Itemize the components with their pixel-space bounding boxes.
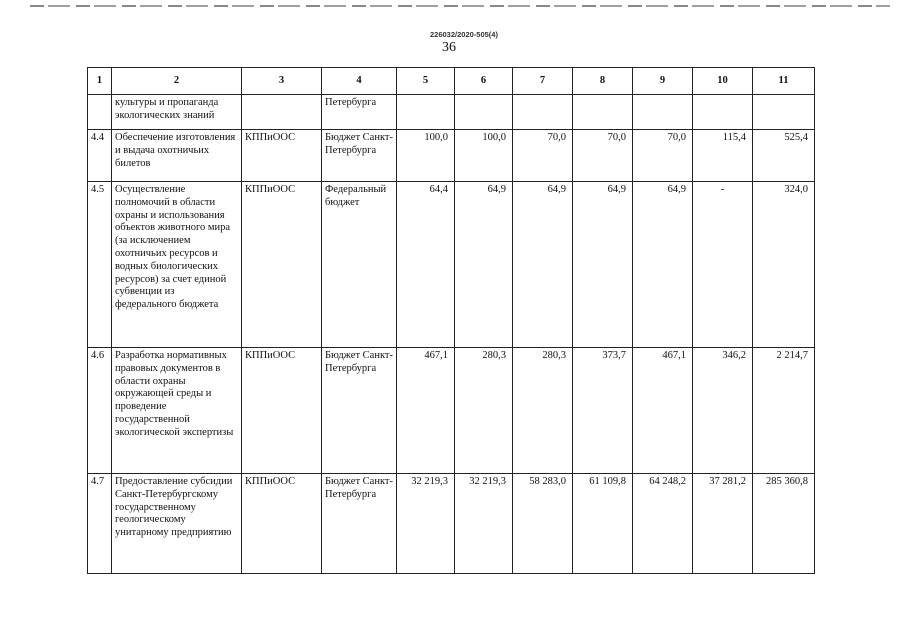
funding-source: Бюджет Санкт-Петербурга	[322, 348, 397, 474]
value-cell: 37 281,2	[693, 474, 753, 574]
column-header: 6	[455, 68, 513, 95]
value-cell: 32 219,3	[455, 474, 513, 574]
funding-source: Федеральный бюджет	[322, 182, 397, 348]
budget-table	[87, 67, 815, 574]
value-cell: 70,0	[573, 130, 633, 182]
value-cell: 32 219,3	[397, 474, 455, 574]
column-header: 10	[693, 68, 753, 95]
column-header: 5	[397, 68, 455, 95]
column-header: 4	[322, 68, 397, 95]
value-cell: 100,0	[397, 130, 455, 182]
scan-top-edge	[30, 5, 890, 7]
table-row	[88, 130, 815, 182]
row-number	[88, 95, 112, 130]
table-row	[88, 474, 815, 574]
value-cell: 373,7	[573, 348, 633, 474]
value-cell	[397, 95, 455, 130]
value-cell: 64,9	[573, 182, 633, 348]
total-cell	[753, 95, 815, 130]
total-cell: 285 360,8	[753, 474, 815, 574]
table-row	[88, 182, 815, 348]
value-cell: 64,9	[455, 182, 513, 348]
value-cell: 346,2	[693, 348, 753, 474]
value-cell: 64 248,2	[633, 474, 693, 574]
value-cell: 70,0	[633, 130, 693, 182]
row-number: 4.4	[88, 130, 112, 182]
value-cell: 100,0	[455, 130, 513, 182]
value-cell: 115,4	[693, 130, 753, 182]
value-cell: 467,1	[397, 348, 455, 474]
value-cell: -	[693, 182, 753, 348]
executor	[242, 95, 322, 130]
executor: КППиООС	[242, 130, 322, 182]
measure-name: Предоставление субсидии Санкт-Петербургскому государственному геологическому унитарному предприятию	[112, 474, 242, 574]
value-cell: 280,3	[513, 348, 573, 474]
measure-name: Осуществление полномочий в области охраны и использования объектов животного мира (за исключением охотничьих ресурсов и водных биологических ресурсов) за счет единой субвенции из федерального бюджета	[112, 182, 242, 348]
value-cell	[633, 95, 693, 130]
table-row	[88, 348, 815, 474]
executor: КППиООС	[242, 348, 322, 474]
row-number: 4.7	[88, 474, 112, 574]
funding-source: Петербурга	[322, 95, 397, 130]
column-header: 9	[633, 68, 693, 95]
funding-source: Бюджет Санкт-Петербурга	[322, 130, 397, 182]
column-header: 1	[88, 68, 112, 95]
column-header: 3	[242, 68, 322, 95]
column-header: 7	[513, 68, 573, 95]
funding-source: Бюджет Санкт-Петербурга	[322, 474, 397, 574]
total-cell: 324,0	[753, 182, 815, 348]
document-code: 226032/2020-505(4)	[430, 30, 498, 39]
value-cell	[513, 95, 573, 130]
executor: КППиООС	[242, 474, 322, 574]
value-cell: 61 109,8	[573, 474, 633, 574]
measure-name: Разработка нормативных правовых документов в области охраны окружающей среды и проведение государственной экологической экспертизы	[112, 348, 242, 474]
table-header-row	[88, 68, 815, 95]
measure-name: Обеспечение изготовления и выдача охотничьих билетов	[112, 130, 242, 182]
value-cell	[455, 95, 513, 130]
value-cell: 64,4	[397, 182, 455, 348]
value-cell	[573, 95, 633, 130]
row-number: 4.5	[88, 182, 112, 348]
value-cell: 467,1	[633, 348, 693, 474]
value-cell: 64,9	[633, 182, 693, 348]
column-header: 8	[573, 68, 633, 95]
total-cell: 525,4	[753, 130, 815, 182]
page-number: 36	[442, 40, 456, 55]
value-cell: 58 283,0	[513, 474, 573, 574]
value-cell: 70,0	[513, 130, 573, 182]
value-cell	[693, 95, 753, 130]
value-cell: 280,3	[455, 348, 513, 474]
value-cell: 64,9	[513, 182, 573, 348]
table-row	[88, 95, 815, 130]
total-cell: 2 214,7	[753, 348, 815, 474]
executor: КППиООС	[242, 182, 322, 348]
measure-name: культуры и пропаганда экологических знаний	[112, 95, 242, 130]
row-number: 4.6	[88, 348, 112, 474]
column-header: 2	[112, 68, 242, 95]
column-header: 11	[753, 68, 815, 95]
